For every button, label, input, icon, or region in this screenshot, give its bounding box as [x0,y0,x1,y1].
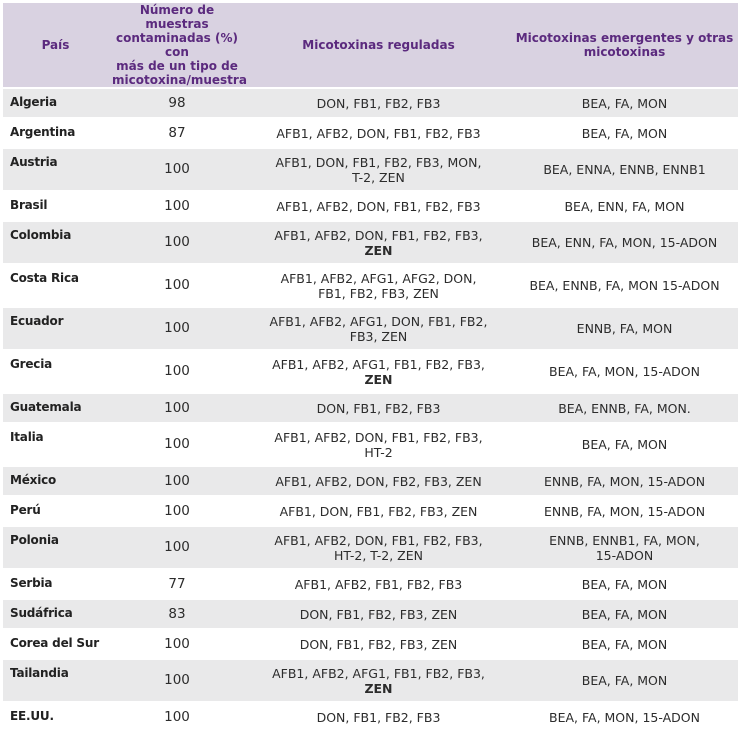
reguladas-line: AFB1, DON, FB1, FB2, FB3, MON, [275,154,482,170]
header-emergentes-line: micotoxinas [583,45,666,59]
table-row [3,630,738,660]
table-row [3,89,738,119]
cell-emergentes [511,222,738,265]
cell-emergentes [511,467,738,497]
table-row [3,527,738,570]
table-row [3,467,738,497]
emergentes-line: BEA, ENNB, FA, MON 15-ADON [529,278,720,293]
table-row [3,570,738,600]
reguladas-line: AFB1, DON, FB1, FB2, FB3, ZEN [279,503,478,519]
reguladas-line: DON, FB1, FB2, FB3 [316,709,441,725]
cell-pais: Austria [3,149,108,192]
table-row [3,308,738,351]
cell-reguladas [246,308,511,351]
mycotoxin-table [3,3,738,733]
cell-emergentes [511,351,738,394]
header-emergentes-line: Micotoxinas emergentes y otras [515,31,734,45]
reguladas-line: FB1, FB2, FB3, ZEN [318,285,439,301]
cell-emergentes [511,630,738,660]
emergentes-line: ENNB, FA, MON, 15-ADON [543,473,706,489]
emergentes-line: BEA, ENNA, ENNB, ENNB1 [543,162,706,177]
cell-emergentes [511,394,738,424]
emergentes-line: ENNB, FA, MON [576,321,673,336]
header-pais-label: País [41,38,70,52]
cell-pais: Costa Rica [3,265,108,308]
reguladas-line: AFB1, AFB2, DON, FB1, FB2, FB3, [274,532,483,548]
cell-reguladas [246,527,511,570]
table-row [3,149,738,192]
cell-pais: Guatemala [3,394,108,424]
cell-emergentes [511,308,738,351]
table-row [3,265,738,308]
reguladas-line: DON, FB1, FB2, FB3 [316,400,441,416]
cell-pais: Corea del Sur [3,630,108,660]
cell-muestras: 100 [108,192,246,222]
cell-reguladas [246,660,511,703]
reguladas-line: T-2, ZEN [352,169,405,185]
emergentes-line: BEA, FA, MON [581,576,668,592]
emergentes-line: BEA, FA, MON, 15-ADON [549,709,700,725]
cell-pais: Perú [3,497,108,527]
reguladas-line: AFB1, AFB2, DON, FB1, FB2, FB3, [274,429,483,445]
emergentes-line: BEA, ENNB, FA, MON. [558,400,691,416]
emergentes-line: BEA, FA, MON, 15-ADON [549,364,700,379]
cell-reguladas [246,119,511,149]
cell-muestras: 100 [108,394,246,424]
table-row [3,424,738,467]
emergentes-line: ENNB, ENNB1, FA, MON, [549,532,700,548]
header-muestras-line: Número de muestras [139,3,215,31]
cell-muestras: 100 [108,351,246,394]
cell-muestras: 100 [108,660,246,703]
emergentes-line: BEA, FA, MON [581,437,668,452]
cell-reguladas [246,394,511,424]
cell-muestras: 100 [108,630,246,660]
emergentes-line: BEA, FA, MON [581,606,668,622]
reguladas-line: AFB1, AFB2, AFG1, FB1, FB2, FB3, [272,665,485,681]
cell-reguladas [246,497,511,527]
header-muestras-line: más de un tipo de [116,59,238,73]
cell-pais: Italia [3,424,108,467]
cell-emergentes [511,119,738,149]
cell-muestras: 100 [108,527,246,570]
cell-muestras: 100 [108,703,246,733]
emergentes-line: 15-ADON [595,547,654,563]
cell-reguladas [246,600,511,630]
cell-reguladas [246,265,511,308]
cell-muestras: 100 [108,222,246,265]
emergentes-line: BEA, FA, MON [581,636,668,652]
emergentes-line: BEA, ENN, FA, MON [564,198,685,214]
cell-pais: Tailandia [3,660,108,703]
emergentes-line: BEA, FA, MON [581,673,668,688]
header-row [3,3,738,89]
cell-reguladas [246,351,511,394]
emergentes-line: BEA, ENN, FA, MON, 15-ADON [531,235,718,250]
cell-emergentes [511,660,738,703]
table-row [3,394,738,424]
header-reguladas-label: Micotoxinas reguladas [302,38,455,52]
reguladas-bold-line: ZEN [364,371,393,387]
table-row [3,351,738,394]
cell-pais: Brasil [3,192,108,222]
reguladas-line: AFB1, AFB2, DON, FB1, FB2, FB3 [276,125,481,141]
cell-emergentes [511,497,738,527]
table-row [3,119,738,149]
cell-emergentes [511,570,738,600]
cell-reguladas [246,192,511,222]
table-row [3,703,738,733]
cell-reguladas [246,222,511,265]
reguladas-line: AFB1, AFB2, DON, FB1, FB2, FB3, [274,227,483,243]
cell-reguladas [246,467,511,497]
reguladas-line: HT-2 [364,444,393,460]
cell-pais: Ecuador [3,308,108,351]
cell-emergentes [511,703,738,733]
cell-pais: Grecia [3,351,108,394]
reguladas-bold-line: ZEN [364,680,393,696]
reguladas-line: AFB1, AFB2, FB1, FB2, FB3 [294,576,463,592]
cell-pais: México [3,467,108,497]
table-row [3,497,738,527]
reguladas-line: DON, FB1, FB2, FB3, ZEN [299,606,458,622]
cell-muestras: 83 [108,600,246,630]
cell-pais: Argentina [3,119,108,149]
reguladas-line: AFB1, AFB2, DON, FB2, FB3, ZEN [275,473,482,489]
header-muestras [108,3,246,89]
cell-reguladas [246,703,511,733]
header-muestras-line: micotoxina/muestra [112,73,247,87]
cell-pais: Serbia [3,570,108,600]
cell-reguladas [246,630,511,660]
header-emergentes [511,3,738,89]
reguladas-line: FB3, ZEN [349,328,408,344]
cell-emergentes [511,600,738,630]
table-row [3,660,738,703]
cell-reguladas [246,424,511,467]
cell-muestras: 100 [108,308,246,351]
table-row [3,222,738,265]
cell-muestras: 87 [108,119,246,149]
reguladas-line: HT-2, T-2, ZEN [333,547,423,563]
cell-pais: Algeria [3,89,108,119]
cell-muestras: 100 [108,265,246,308]
cell-emergentes [511,192,738,222]
header-muestras-line: contaminadas (%) con [116,31,238,59]
reguladas-line: DON, FB1, FB2, FB3, ZEN [299,636,458,652]
cell-emergentes [511,527,738,570]
cell-emergentes [511,89,738,119]
reguladas-line: AFB1, AFB2, AFG1, AFG2, DON, [280,270,477,286]
reguladas-line: AFB1, AFB2, DON, FB1, FB2, FB3 [276,198,481,214]
cell-muestras: 77 [108,570,246,600]
cell-pais: Colombia [3,222,108,265]
reguladas-line: DON, FB1, FB2, FB3 [316,95,441,111]
cell-emergentes [511,265,738,308]
emergentes-line: BEA, FA, MON [581,125,668,141]
cell-emergentes [511,424,738,467]
cell-muestras: 100 [108,467,246,497]
cell-pais: Sudáfrica [3,600,108,630]
table-body [3,89,738,733]
cell-muestras: 100 [108,149,246,192]
table-row [3,600,738,630]
cell-pais: EE.UU. [3,703,108,733]
cell-reguladas [246,89,511,119]
cell-emergentes [511,149,738,192]
reguladas-bold-line: ZEN [364,242,393,258]
cell-reguladas [246,149,511,192]
cell-reguladas [246,570,511,600]
reguladas-line: AFB1, AFB2, AFG1, DON, FB1, FB2, [269,313,488,329]
cell-pais: Polonia [3,527,108,570]
cell-muestras: 100 [108,424,246,467]
cell-muestras: 100 [108,497,246,527]
header-pais [3,3,108,89]
header-reguladas [246,3,511,89]
table-row [3,192,738,222]
emergentes-line: BEA, FA, MON [581,95,668,111]
cell-muestras: 98 [108,89,246,119]
reguladas-line: AFB1, AFB2, AFG1, FB1, FB2, FB3, [272,356,485,372]
emergentes-line: ENNB, FA, MON, 15-ADON [543,503,706,519]
